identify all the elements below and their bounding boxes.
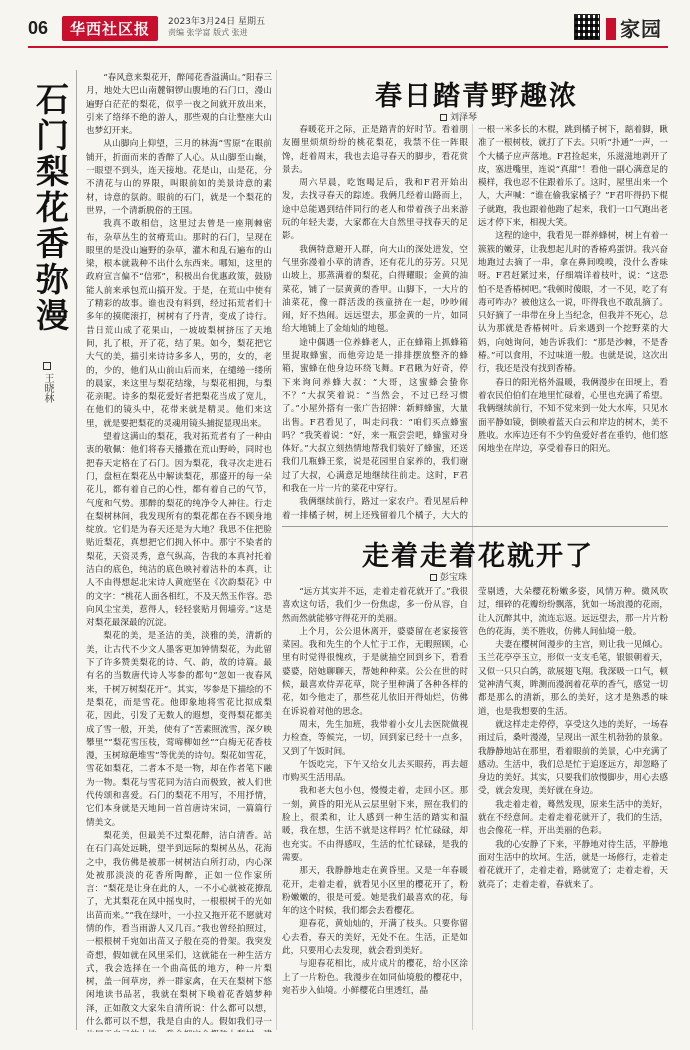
issue-date: 2023年3月24日 星期五 <box>168 17 265 27</box>
page-number: 06 <box>28 18 49 38</box>
byline-box-icon <box>430 574 437 581</box>
byline-box-icon <box>43 362 51 370</box>
paragraph: 梨花美，但最美不过梨花醉，洁白清香。站在石门高处远眺，望半到远际的梨树丛丛，花海之中，我仿佛是被那一树树洁白所打动，内心深处被那淡淡的花香所陶醉，正如一位作家所言：“梨花是让身在此的人，一不小心就被花撩乱了，尤其梨花在风中摇曳时，一根根树千的光如出苗而来。”“我在绿叶，一小拉又拖开花不愿就对情的作，看当雨游人又几百。”我也曾经拍照过，一根根树千宛如出苗又子般在亮的骨架。我突发奇想，假如就在风里采们，这就能在一种生活方式，我会选择在一个曲高低的地方，种一片梨树，盖一间草房，养一群家禽，在天在梨树下悠闲地读书品茗，我就在梨树下唤着花香嬉梦种泽，正如散文大家朱自清所说：什么都可以想，什么都可以不想，我是自由的人。假如我们寻一 <box>86 830 272 1028</box>
column-divider <box>472 124 473 1030</box>
paragraph: 一根一米多长的木棍，跳到橘子树下，踮着脚，瞅准了一根树枝，就打了下去。只听“扑通”一声，一个大橘子应声落地。F君捡起来，乐滋滋地剥开了皮，塞进嘴里，连说“真甜”！看他一副心满意足的模样，我也忍不住跟着乐了。这时，屋里出来一个人，大声喊：“谁在偷我家橘子？”F君吓得扔下棍子就跑，我也跟着他跑了起来，我们一口气跑出老远才停下来，相视大笑。 <box>478 125 668 229</box>
byline-box-icon <box>440 114 447 121</box>
paragraph: 春日的阳光格外温暖，我俩漫步在田埂上，看着农民伯伯们在地里忙碌着，心里也充满了希望。我俩继续前行，不知不觉来到一处大水库，只见水面平静如镜，倒映着蓝天白云和岸边的树木，美不胜收。水库边还有不少钓鱼爱好者在垂钓，他们悠闲地坐在岸边，享受着春日的阳光。 <box>478 377 668 455</box>
paragraph: “春风意来梨花开，醉闻花香溢满山。”阳春三月，地处大巴山南麓铜锣山腹地的石门口，漫山遍野白茫茫的梨花，似乎一夜之间就开放出来，引来了络绎不绝的游人，那些观的白让整座大山也梦幻开来。 <box>86 73 272 137</box>
article-right2-byline <box>430 570 467 583</box>
article-right1-col1 <box>282 124 468 522</box>
paragraph: 这程的途中，我看见一群养蜂树，树上有着一簇簇的嫩芽，让我想起儿时的香椿鸡蛋饼。我兴奋地跑过去摘了一串，拿在鼻间嗅嗅，没什么香味呀。F君赶紧过来，仔细端详着枝叶，说：“这恐怕不是香椿树吧。”我顿时傻眼，才一不见，吃了有毒可咋办？被他这么一说，吓得我也不敢乱摘了。只好摘了一串带在身上当纪念，但我并不死心，总认为那就是香椿树叶。后来遇到一个挖野菜的大妈，向她询问，她告诉我们：“那是沙棘，不是香椿。”可以食用，不过味道一般。也就是说，这次出行，我还是没有找到香椿。 <box>478 231 668 375</box>
article-right2-col2 <box>478 586 668 1032</box>
paragraph: 梨花的美，是圣洁的美，淡雅的美，清新的美，让古代不少文人墨客更加钟情梨花，为此留下了许多赞美梨花的诗、气、韵，故的诗篇。最有名的当数唐代诗人岑参的都句“忽如一夜春风来，千树万树梨花开”。其实，岑参是下描绘的不是梨花，而是雪花。他即象地将雪花比拟成梨花，因此，引发了无数人的遐想，变得梨花都美成了雪一般，开美，使有了“苦素照流雪，深夕映攀里”“梨花雪压枝，莺啼柳如丝”“白梅无花香枝漫，玉树琼葩堆雪”等优美的诗句。梨花如雪花，雪花如梨花，二者本不是一物，却在作者笔下融为一物。梨花与雪花同为洁白而极致，被人们世代传颂和喜爱。石门的梨花不用写，不用抒情，它们本身就是天地间一首首唐诗宋词，一篇篇行情美文。 <box>86 631 272 828</box>
article-right2-col1 <box>282 586 468 1032</box>
paragraph: 途中偶遇一位养蜂老人，正在蜂箱上抓蜂箱里捉取蜂蜜，而他旁边是一排排摆放整齐的蜂箱，蜜蜂在他身边环绕飞舞。F君瞅为好奇，停下来询问养蜂大叔：“大哥，这蜜蜂会蛰你不？”大叔笑着说：“当然会，不过已经习惯了。”小屋外搭有一张广告招牌：新鲜蜂蜜，大量出售。F君看见了，叫走问我：“咱们买点蜂蜜吗？”我笑着说：“好，来一瓶尝尝吧，蜂蜜对身体好。”大叔立刻热情地帮我们装好了蜂蜜，还送我们几瓶蜂王浆，说是花园里自家养的，我们谢过了大叔，心满意足地继续往前走。这时，F君和我在一片一片的菜花中穿行。 <box>282 337 468 495</box>
paragraph: 我的心安静了下来，平静地对待生活，平静地面对生活中的坎坷。生活，就是一场修行，走着走着花就开了，走着走着，路就宽了；走着走着，天就亮了；走着走着，春就来了。 <box>478 839 668 890</box>
article-left-author: 王晓林 <box>42 373 53 403</box>
newspaper-brand: 华西社区报 <box>62 16 158 41</box>
section-ribbon-icon <box>606 18 616 40</box>
paragraph: 从山脚向上仰望，三月的林海“雪原”在眼前铺开，折面而来的香醉了人心。从山脚至山巅，一眼望不到头，连天接地。花是山，山是花，分不清花与山的界限，叫眼前如的美景诗意的素材，诗意的氛韵。眼前的石门，就是一个梨花的世界，一个清新脱俗的王国。 <box>86 139 272 216</box>
article-right2-author: 彭宝珠 <box>440 573 468 583</box>
paragraph: “远方其实并不远，走着走着花就开了。”我很喜欢这句话，我们少一份焦虑，多一份从容，自然而然就能够守得花开的美丽。 <box>282 587 468 624</box>
article-right1-col2 <box>478 124 668 522</box>
paragraph: 上个月，公公退休离开，婆婆留在老家接管菜园。我和先生的个人忙于工作，无暇照顾，心里有时觉得很愧疚，于是就抽空回到乡下，看看婆婆，陪她聊聊天，帮她种种菜。公公在世的时候，最喜欢侍弄花草，院子里种满了各种各样的花，如今他走了，那些花儿依旧开得灿烂，仿佛在诉说着对他的思念。 <box>282 626 468 717</box>
article-left-title: 石门梨花香弥漫 <box>31 82 70 334</box>
header-rule <box>28 46 668 48</box>
article-right1-author: 刘泽琴 <box>450 113 478 123</box>
paragraph: 周末，先生加班，我带着小女儿去医院做视力检查，等候完，一切，回到家已经十一点多，又到了午饭时间。 <box>282 719 468 757</box>
column-divider <box>76 70 77 1030</box>
paragraph: 我真不敢相信，这里过去曾是一座荆棘密布，杂草丛生的贫瘠荒山。那时的石门，呈现在眼里的是没山遍野的杂草，灌木和乱石遍布的山梁，根本就栽种不出什么东西来。哪知，这里的政府宣言偏不“信邪”，积极出台优惠政策，鼓励能人前来承包荒山搞开发。于是，在荒山中使有了精彩的故事。谁也没有料到，经过拓荒者们十多年的摸爬滚打，树树有了丹青，变成了诗行。昔日荒山成了花果山，一坡坡梨树挤压了天地间，扎了根，开了花，结了果。如今，梨花把它大气的美，描引来诗诗多多人，男的，女的，老的，少的，他们从山前山后而来，在缱绻一缕所的晨家，来这里与梨花结缘，与梨花相拥，与梨花亲昵。诗多的梨花爱好者把梨花当成了宽儿，在他们的镜头中，花带来就是精灵。他们来这里，就是要把梨花的灵魂用镜头捕捉显现出来。 <box>86 219 272 429</box>
paragraph: 夫妻在樱树间漫步的主宫，则让我一见倾心。玉兰花亭亭玉立，形似一支支毛笔，银银朝着天，又似一只只白鸽，欲展翅飞翔。我深吸一口气，顿觉神清气爽，眸测而漫润着花草的香气，感觉一切都是那么的清新，那么的美好，这才是熟悉的味道，也是我想要的生活。 <box>478 640 668 717</box>
paragraph: 我俩继续前行，路过一家农户。看见屋后种着一排橘子树，树上还残留着几个橘子，大大的 <box>282 497 468 521</box>
paragraph: 莹剔透，大朵樱花粉嫩多姿，风情万种。微风吹过，细碎的花瓣纷纷飘落，犹如一场浪漫的花雨，让人沉醉其中，流连忘返。远远望去，那一片片粉色的花海，美不胜收，仿佛人间仙境一般。 <box>478 587 668 637</box>
editor-credits: 责编 张学富 版式 张进 <box>168 28 248 37</box>
paragraph: 我走着走着，蓦然发现，原来生活中的美好，就在不经意间。走着走着花就开了，我们的生活，也会像花一样，开出美丽的色彩。 <box>478 799 668 837</box>
article-separator <box>282 526 668 527</box>
qr-code-icon <box>574 14 600 40</box>
paragraph: 午饭吃完，下午又给女儿去买眼药，再去超市购买生活用品。 <box>282 759 468 784</box>
paragraph: 望着这满山的梨花，我对拓荒者有了一种由衷的敬佩：他们将春天播撒在荒山野岭，同时也把春天定格在了石门。因为梨花，我寻次走进石门，盘桓在梨花丛中解读梨花，那盛开的每一朵花儿，都有着自己的心性，都有着自己的气节，气度和气势。那醉的梨花的纯净令人神往。行走在梨树林间，我发现所有的梨花都在吞不顾身地绽放。它们是为春天还是为大地？我思不住把脸贴近梨花，真想把它们拥入怀中。那宁不染者的梨花，天资灵秀，意气纵高，告我的本真衬托着洁白的底色，纯洁的底色映衬着洁朴的本真，让人不由得想起北宋诗人黄庭坚在《次韵梨花》中的文字：“桃花人面各相红，不及天然玉作容。恐向风尘宝美，惹得人，轻轻裳贴月佣墙旁。”这是对梨花最深最的沉淀。 <box>86 432 272 629</box>
paragraph: 那天，我静静地走在黄昏里。又是一年春暖花开，走着走着，就看见小区里的樱花开了，粉粉嫩嫩的，很是可爱。她是我们最喜欢的花，每年的这个时候，我们都会去看樱花。 <box>282 866 468 917</box>
paragraph: 迎春花，黄灿灿的，开满了枝头。只要你留心去看，春天的美好，无处不在。生活，正是如此，只要用心去发现，就会看到美好。 <box>282 919 468 957</box>
paragraph: 就这样走走停停，享受这久违的美好，一场春雨过后，桑叶漫漫，呈现出一派生机勃勃的景象。我静静地站在那里，看着眼前的美景，心中充满了感动。生活中，我们总是忙于追逐远方，却忽略了身边的美好。其实，只要我们放慢脚步，用心去感受，就会发现，美好就在身边。 <box>478 719 668 797</box>
paragraph: 我和老大包小包，慢慢走着，走回小区。那一刻，黄昏的阳光从云层里射下来，照在我们的脸上，很柔和，让人感到一种生活的踏实和温暖，我在想，生活不就是这样吗？忙忙碌碌，却也充实。不由得感叹，生活的忙忙碌碌，是我的需要。 <box>282 786 468 863</box>
article-right1-title: 春日踏青野趣浓 <box>375 81 578 112</box>
article-left-body <box>86 72 272 1032</box>
paragraph: 与迎春花相比，成片成片的樱花，给小区涂上了一片粉色。我漫步在如同仙境般的樱花中，宛若步入仙境。小鲜樱花白里透红，晶 <box>282 959 468 996</box>
article-right2-title: 走着走着花就开了 <box>362 541 594 572</box>
article-right1-byline <box>440 110 477 123</box>
column-divider <box>276 70 277 1030</box>
paragraph: 春暖花开之际，正是踏青的好时节。看着朋友圈里烦烦纷纷的桃花梨花，我禁不住一阵眼馋，赶着周末，我也去追寻春天的脚步，看花赏景去。 <box>282 125 468 175</box>
section-name: 家园 <box>620 17 662 41</box>
paragraph: 我俩特意避开人群，向大山的深处进发，空气里弥漫着小草的清香，还有花儿的芬芳。只见山坡上，那蒸满着的梨花，白得耀眼；金黄的油菜花，铺了一层黄黄的香甲。山脚下，一大片的油菜花，像一群活泼的孩童挤在一起，吵吵闹闹，好不热闹。远远望去，那金黄的一片，如同给大地铺上了金灿灿的地毯。 <box>282 244 468 335</box>
masthead <box>0 0 690 62</box>
paragraph: 周六早晨，吃饱喝足后，我和F君开始出发，去找寻春天的踪迹。我俩几经着山路而上，途中总能遇到结伴同行的老人和带着孩子出来游玩的年轻夫妻，大家都在大自然里寻找春天的足影。 <box>282 178 468 242</box>
article-left-byline <box>40 362 55 403</box>
